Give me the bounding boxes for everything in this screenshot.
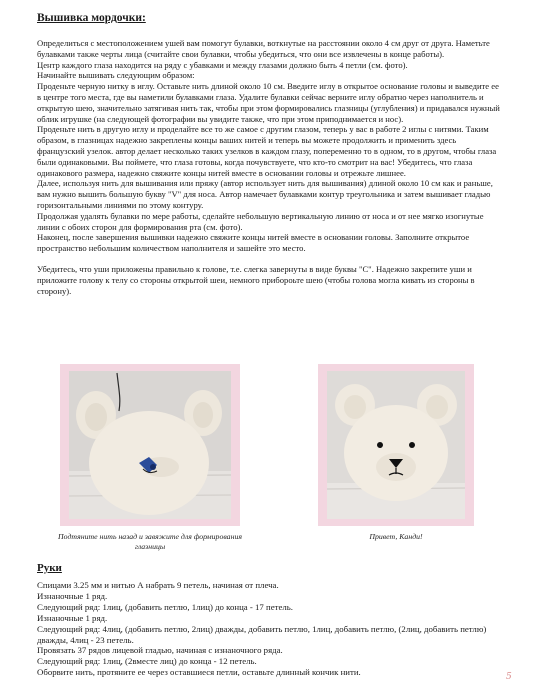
photo-left-frame bbox=[60, 364, 240, 526]
pattern-line: Провязать 37 рядов лицевой гладью, начиная с изнаночного ряда. bbox=[37, 645, 283, 656]
photo-right-bear-head bbox=[327, 371, 465, 519]
page-number: 5 bbox=[506, 672, 512, 682]
instructions-body bbox=[37, 38, 505, 296]
paragraph: Наконец, после завершения вышивки надежно свяжите концы нитей вместе в основании головы. Заполните открытое пространство небольшим количеством наполнителя и зашейте это место. bbox=[37, 232, 470, 254]
paragraph-final: Убедитесь, что уши приложены правильно к голове, т.е. слегка завернуты в виде буквы "С". Надежно закрепите уши и приложите голову к телу со стороны открытой шеи, немного прибороьте шею (чтобы голова могла кивать из стороны в сторону). bbox=[37, 263, 475, 296]
paragraph: Проденьте нить в другую иглу и проделайте все то же самое с другим глазом, теперь у вас в работе 2 иглы с нитями. Таким образом, в глазницах надежно закреплены концы ваших нитей и теперь вы можете продолжить и применить здесь французский узелок. автор делает несколько таких узелков в каждом глазу, попеременно то в одном, то в другом, чтобы глаза были одинаковыми. Вы поймете, что глаза готовы, когда почувствуете, что кто-то смотрит на вас! Убедитесь, что глаза одинакового размера, надежно свяжите концы нитей вместе в основании головы и отрежьте лишнее. bbox=[37, 124, 497, 178]
paragraph: Определиться с местоположением ушей вам помогут булавки, воткнутые на расстоянии около 4 см друг от друга. Наметьте булавками также черты лица (считайте свои булавки, чтобы убедиться, что они все извлечены в конце работы). bbox=[37, 38, 490, 59]
photo-left-bear-head bbox=[69, 371, 231, 519]
pattern-line: Оборвите нить, протяните ее через оставшиеся петли, оставьте длинный кончик нити. bbox=[37, 667, 361, 678]
hands-pattern bbox=[37, 580, 507, 678]
paragraph: Центр каждого глаза находится на ряду с убавками и между глазами должно быть 4 петли (см. фото). bbox=[37, 59, 408, 70]
hands-title: Руки bbox=[37, 562, 62, 574]
pattern-line: Изнаночные 1 ряд. bbox=[37, 612, 108, 623]
paragraph: Далее, используя нить для вышивания или пряжу (автор использует нить для вышивания) длиной около 10 см как и раньше, вам нужно вышить большую букву "V" для носа. Автор намечает булавками контур треугольника и затем вышивает гладью горизонтальными линиями по этому контуру. bbox=[37, 178, 493, 210]
paragraph: Проденьте черную нитку в иглу. Оставьте нить длиной около 10 см. Введите иглу в открытое основание головы и выведите ее в центре того места, где вы наметили булавками глаза. Удалите булавки сейчас верните иглу обратно через наполнитель и открытую шею, значительно затягивая нить так, чтобы при этом формировались глазницы (углубления) и придавался нужный облик игрушке (на следующей фотографии вы увидите также, что при этом приподнимается и нос). bbox=[37, 81, 500, 124]
photo-right-frame bbox=[318, 364, 474, 526]
section-title: Вышивка мордочки: bbox=[37, 12, 146, 24]
pattern-line: Изнаночные 1 ряд. bbox=[37, 590, 108, 601]
photo-left-caption: Подтяните нить назад и завяжите для формирования глазницы bbox=[58, 532, 242, 551]
paragraph: Продолжая удалять булавки по мере работы, сделайте небольшую вертикальную линию от носа и от нее мягко изогнутые линии с обоих сторон для формирования рта (см. фото). bbox=[37, 210, 484, 232]
pattern-line: Следующий ряд: 1лиц, (2вместе лиц) до конца - 12 петель. bbox=[37, 656, 257, 667]
photo-right-caption: Привет, Канди! bbox=[369, 532, 423, 541]
paragraph: Начинайте вышивать следующим образом: bbox=[37, 70, 195, 81]
pattern-line: Следующий ряд: 1лиц, (добавить петлю, 1лиц) до конца - 17 петель. bbox=[37, 601, 293, 612]
pattern-line: Следующий ряд: 4лиц, (добавить петлю, 2лиц) дважды, добавить петлю, 1лиц, добавить петлю, (2лиц, добавить петлю) дважды, 4лиц - 23 петель. bbox=[37, 623, 487, 645]
pattern-line: Спицами 3.25 мм и нитью А набрать 9 петель, начиная от плеча. bbox=[37, 580, 279, 590]
